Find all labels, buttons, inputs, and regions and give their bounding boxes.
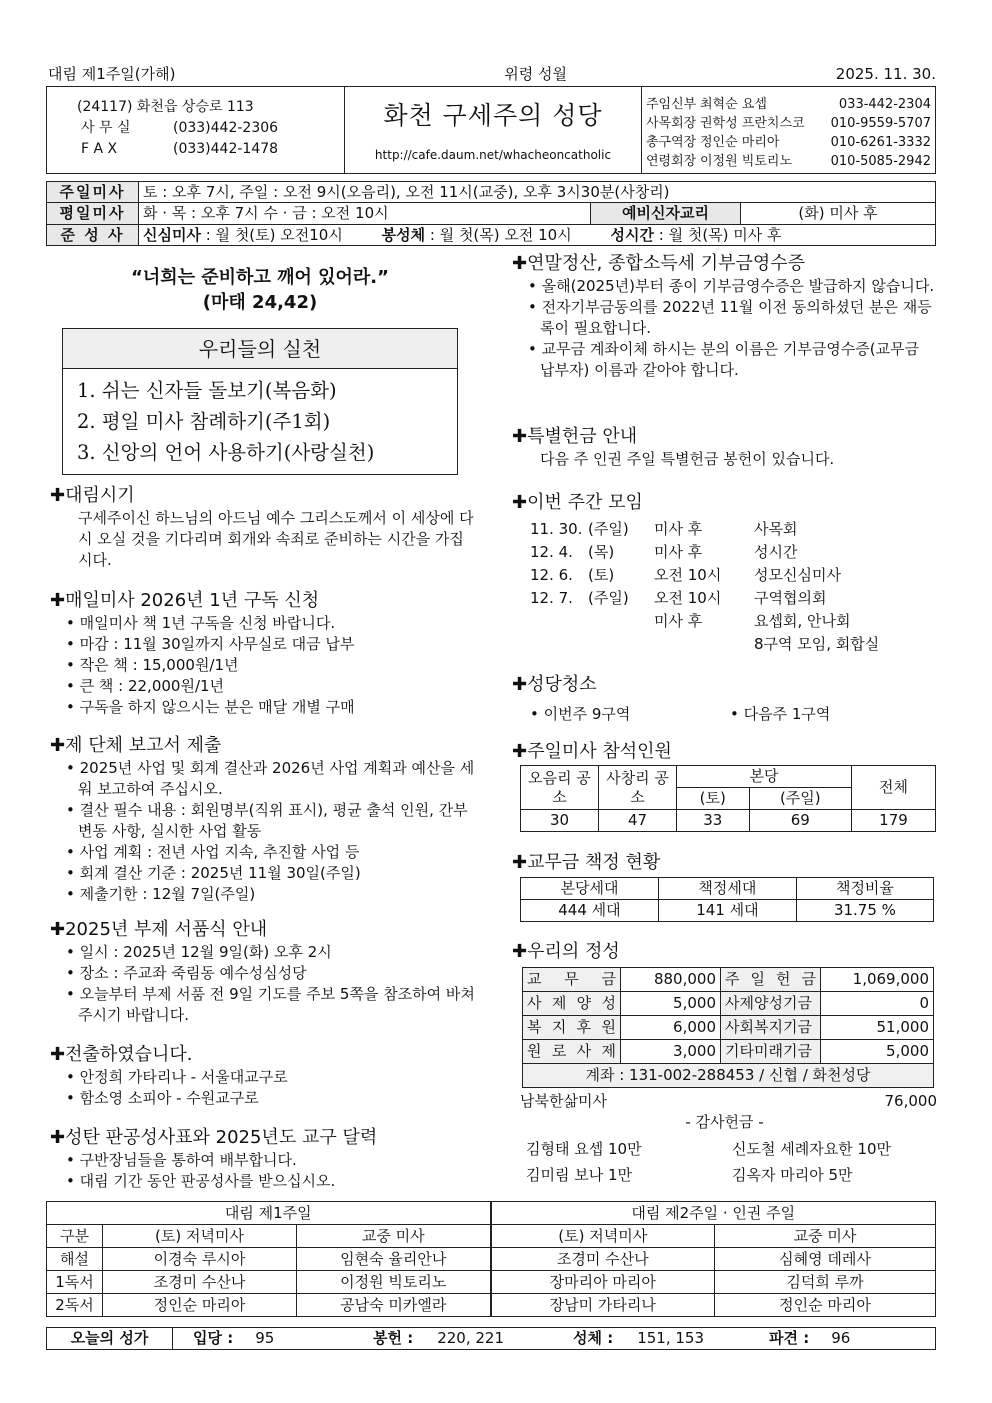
calendar-title: ✚성탄 판공성사표와 2025년도 교구 달력 xyxy=(50,1127,378,1148)
roster-minister: 조경미 수산나 xyxy=(491,1248,715,1271)
report-section xyxy=(50,734,480,905)
meeting-day: (주일) xyxy=(588,520,629,538)
contact-role: 총구역장 xyxy=(646,135,697,150)
practice-item: 2. 평일 미사 참례하기(주1회) xyxy=(77,410,331,433)
meeting-date xyxy=(530,610,588,633)
advent-title: ✚대림시기 xyxy=(50,485,135,506)
attendance-title: ✚주일미사 참석인원 xyxy=(512,741,672,762)
att-h-sachang: 사창리 공소 xyxy=(599,766,677,810)
roster-h-sat: (토) 저녁미사 xyxy=(491,1225,715,1248)
transfer-item: • 함소영 소피아 - 수원교구로 xyxy=(50,1088,480,1109)
meeting-what: 성모신심미사 xyxy=(754,566,841,584)
mass-schedule xyxy=(46,181,936,246)
bank-account: 계좌 : 131-002-288453 / 신협 / 화천성당 xyxy=(523,1064,934,1088)
thanks-donor: 신도철 세례자요한 10만 xyxy=(732,1140,892,1158)
practice-item: 3. 신앙의 언어 사용하기(사랑실천) xyxy=(77,441,375,464)
roster-role: 해설 xyxy=(47,1248,103,1271)
roster-role: 1독서 xyxy=(47,1271,103,1294)
meetings-section xyxy=(512,491,937,656)
missal-item: • 구독을 하지 않으시는 분은 매달 개별 구매 xyxy=(50,697,480,718)
att-v-oeum: 30 xyxy=(521,810,599,832)
contact-tel: 033-442-2304 xyxy=(838,97,931,112)
offer-label: 교 무 금 xyxy=(523,968,621,992)
tax-item: • 전자기부금동의를 2022년 11월 이전 동의하셨던 분은 재등록이 필요합니다. xyxy=(512,297,937,339)
tithe-v1: 444 세대 xyxy=(521,900,659,922)
cleaning-this-week: • 이번주 9구역 xyxy=(530,705,631,723)
roster-h-sat: (토) 저녁미사 xyxy=(103,1225,297,1248)
tax-item: • 올해(2025년)부터 종이 기부금영수증은 발급하지 않습니다. xyxy=(512,276,937,297)
meeting-row xyxy=(530,564,937,587)
liturgical-day: 대림 제1주일(가해) xyxy=(48,65,176,83)
devotion-mass-time: : 월 첫(토) 오전10시 xyxy=(200,225,343,244)
masthead xyxy=(46,86,936,174)
contact-row xyxy=(646,133,931,152)
tithe-title: ✚교무금 책정 현황 xyxy=(512,852,661,873)
sunday-mass-label: 주일미사 xyxy=(47,182,139,203)
holy-hour-label: 성시간 xyxy=(610,225,654,244)
entrance-label: 입당 : xyxy=(193,1329,234,1347)
fax-tel: (033)442-1478 xyxy=(173,141,279,157)
month-theme: 위령 성월 xyxy=(504,65,567,83)
offer-value: 5,000 xyxy=(621,992,721,1016)
missal-item: • 작은 책 : 15,000원/1년 xyxy=(50,655,480,676)
meeting-what: 성시간 xyxy=(754,543,798,561)
nk-value: 76,000 xyxy=(884,1092,937,1110)
offer-label: 복 지 후 원 xyxy=(523,1016,621,1040)
holy-hour-time: : 월 첫(목) 미사 후 xyxy=(654,225,782,244)
practice-title: 우리들의 실천 xyxy=(63,329,457,369)
att-v-sat: 33 xyxy=(677,810,750,832)
offer-value: 880,000 xyxy=(621,968,721,992)
meetings-title: ✚이번 주간 모임 xyxy=(512,492,643,513)
tax-item: • 교무금 계좌이체 하시는 분의 이름은 기부금영수증(교무금 납부자) 이름과 같아야 합니다. xyxy=(512,339,937,381)
att-h-total: 전체 xyxy=(852,766,936,810)
offertory-label: 봉헌 : xyxy=(373,1329,414,1347)
contact-tel: 010-9559-5707 xyxy=(830,116,931,131)
communion-hymn: 151, 153 xyxy=(637,1329,704,1347)
special-offering-section xyxy=(512,425,937,470)
report-item: • 회계 결산 기준 : 2025년 11월 30일(주일) xyxy=(50,863,480,884)
att-v-sachang: 47 xyxy=(599,810,677,832)
meeting-day: (목) xyxy=(588,543,615,561)
meeting-row xyxy=(530,518,937,541)
meeting-date: 11. 30. xyxy=(530,520,583,538)
meeting-row xyxy=(530,610,937,633)
roster-minister: 이경숙 루시아 xyxy=(103,1248,297,1271)
report-item: • 2025년 사업 및 회계 결산과 2026년 사업 계획과 예산을 세워 보고하여 주십시오. xyxy=(50,758,480,800)
roster-minister: 이정원 빅토리노 xyxy=(297,1271,491,1294)
dismissal-label: 파견 : xyxy=(769,1329,810,1347)
offer-label: 사 제 양 성 xyxy=(523,992,621,1016)
att-h-sun: (주일) xyxy=(749,788,851,810)
contact-list xyxy=(642,87,935,173)
missal-title: ✚매일미사 2026년 1년 구독 신청 xyxy=(50,590,320,611)
meeting-date: 12. 6. xyxy=(530,566,573,584)
offertory-hymn: 220, 221 xyxy=(437,1329,504,1347)
entrance-hymn: 95 xyxy=(255,1329,275,1347)
fax-label: F A X xyxy=(81,141,118,157)
contact-role: 연령회장 xyxy=(646,154,697,169)
tithe-h1: 본당세대 xyxy=(521,878,659,900)
att-v-sun: 69 xyxy=(749,810,851,832)
contact-name: 최혁순 요셉 xyxy=(700,97,767,112)
cleaning-title: ✚성당청소 xyxy=(512,674,597,695)
roster-h-role: 구분 xyxy=(47,1225,103,1248)
catechumen-time: (화) 미사 후 xyxy=(741,203,936,224)
roster-week1: 대림 제1주일 xyxy=(47,1202,491,1225)
contact-role: 사목회장 xyxy=(646,116,697,131)
meeting-time: 미사 후 xyxy=(654,520,703,538)
report-item: • 사업 계획 : 전년 사업 지속, 추진할 사업 등 xyxy=(50,842,480,863)
contact-row xyxy=(646,114,931,133)
deacon-title: ✚2025년 부제 서품식 안내 xyxy=(50,919,268,940)
sunday-mass-times: 토 : 오후 7시, 주일 : 오전 9시(오음리), 오전 11시(교중), 오후 3시30분(사창리) xyxy=(139,182,936,203)
thanks-donor: 김옥자 마리아 5만 xyxy=(732,1166,853,1184)
transfer-section xyxy=(50,1043,480,1109)
offer-value: 5,000 xyxy=(821,1040,934,1064)
tithe-h2: 책정세대 xyxy=(658,878,796,900)
advent-section xyxy=(50,484,480,571)
meeting-date: 12. 7. xyxy=(530,589,573,607)
office-tel: (033)442-2306 xyxy=(173,120,279,136)
thanks-donor: 김미림 보나 1만 xyxy=(526,1166,633,1184)
offer-label: 원 로 사 제 xyxy=(523,1040,621,1064)
offer-value: 51,000 xyxy=(821,1016,934,1040)
offer-label: 사회복지기금 xyxy=(721,1016,821,1040)
report-item: • 결산 필수 내용 : 회원명부(직위 표시), 평균 출석 인원, 간부 변동 사항, 실시한 사업 활동 xyxy=(50,800,480,842)
calendar-section xyxy=(50,1126,490,1192)
contact-row xyxy=(646,95,931,114)
roster-week2: 대림 제2주일 · 인권 주일 xyxy=(491,1202,936,1225)
meeting-time: 오전 10시 xyxy=(654,566,722,584)
att-h-main: 본당 xyxy=(677,766,852,788)
home-communion-label: 봉성체 xyxy=(381,225,426,244)
contact-role: 주임신부 xyxy=(646,97,697,112)
meeting-time: 오전 10시 xyxy=(654,589,722,607)
special-title: ✚특별헌금 안내 xyxy=(512,426,638,447)
offering-table xyxy=(522,967,934,1088)
practice-box xyxy=(62,328,458,475)
meeting-date: 12. 4. xyxy=(530,543,573,561)
contact-name: 권학성 프란치스코 xyxy=(700,116,805,131)
meeting-what: 8구역 모임, 회합실 xyxy=(754,635,880,653)
tithe-table xyxy=(520,877,934,922)
meeting-row xyxy=(530,633,937,656)
missal-item: • 마감 : 11월 30일까지 사무실로 대금 납부 xyxy=(50,634,480,655)
communion-label: 성체 : xyxy=(573,1329,614,1347)
meeting-day: (주일) xyxy=(588,589,629,607)
meeting-day: (토) xyxy=(588,566,615,584)
offer-value: 1,069,000 xyxy=(821,968,934,992)
meeting-time xyxy=(654,633,754,656)
thanks-donor: 김형태 요셉 10만 xyxy=(526,1140,642,1158)
dismissal-hymn: 96 xyxy=(831,1329,851,1347)
contact-name: 정인순 마리아 xyxy=(700,135,780,150)
roster-minister: 김덕희 루까 xyxy=(715,1271,936,1294)
transfer-item: • 안정희 가타리나 - 서울대교구로 xyxy=(50,1067,480,1088)
meeting-day xyxy=(588,633,654,656)
parish-name: 화천 구세주의 성당 xyxy=(383,101,603,130)
report-title: ✚제 단체 보고서 제출 xyxy=(50,735,222,756)
meeting-time: 미사 후 xyxy=(654,612,703,630)
meeting-date xyxy=(530,633,588,656)
catechumen-label: 예비신자교리 xyxy=(591,203,741,224)
office-label: 사 무 실 xyxy=(81,120,131,136)
thanks-title: - 감사헌금 - xyxy=(685,1113,764,1131)
meeting-time: 미사 후 xyxy=(654,543,703,561)
tax-section xyxy=(512,252,937,381)
cleaning-section xyxy=(512,673,937,726)
offer-value: 6,000 xyxy=(621,1016,721,1040)
meeting-what: 구역협의회 xyxy=(754,589,827,607)
deacon-section xyxy=(50,918,480,1026)
missal-item: • 매일미사 책 1년 구독을 신청 바랍니다. xyxy=(50,613,480,634)
nk-label: 남북한삶미사 xyxy=(520,1092,607,1110)
calendar-item: • 대림 기간 동안 판공성사를 받으십시오. xyxy=(50,1171,490,1192)
quote-text: “너희는 준비하고 깨어 있어라.” xyxy=(131,267,389,288)
roster-minister: 공남숙 미카엘라 xyxy=(297,1294,491,1317)
contact-name: 이정원 빅토리노 xyxy=(700,154,793,169)
special-text: 다음 주 인권 주일 특별헌금 봉헌이 있습니다. xyxy=(540,450,835,468)
roster-minister: 심혜영 데레사 xyxy=(715,1248,936,1271)
meeting-what: 사목회 xyxy=(754,520,798,538)
offer-label: 주 일 헌 금 xyxy=(721,968,821,992)
contact-tel: 010-5085-2942 xyxy=(830,154,931,169)
weekday-mass-times: 화 · 목 : 오후 7시 수 · 금 : 오전 10시 xyxy=(139,203,591,224)
tithe-section xyxy=(512,851,937,922)
tithe-h3: 책정비율 xyxy=(796,878,933,900)
offer-label: 기타미래기금 xyxy=(721,1040,821,1064)
report-item: • 제출기한 : 12월 7일(주일) xyxy=(50,884,480,905)
tithe-v2: 141 세대 xyxy=(658,900,796,922)
top-line xyxy=(48,64,936,84)
devotion-mass-label: 신심미사 xyxy=(143,225,201,244)
offer-label: 사제양성기금 xyxy=(721,992,821,1016)
hymn-label: 오늘의 성가 xyxy=(47,1328,173,1349)
att-h-oeum: 오음리 공소 xyxy=(521,766,599,810)
meeting-row xyxy=(530,587,937,610)
meeting-row xyxy=(530,541,937,564)
weekday-mass-label: 평일미사 xyxy=(47,203,139,224)
missal-section xyxy=(50,589,480,718)
meeting-day xyxy=(588,610,654,633)
attendance-table xyxy=(520,765,936,832)
transfer-title: ✚전출하였습니다. xyxy=(50,1044,193,1065)
contact-tel: 010-6261-3332 xyxy=(830,135,931,150)
attendance-section xyxy=(512,740,937,832)
offering-title: ✚우리의 정성 xyxy=(512,941,620,962)
roster-minister: 장마리아 마리아 xyxy=(491,1271,715,1294)
tithe-v3: 31.75 % xyxy=(796,900,933,922)
offer-value: 3,000 xyxy=(621,1040,721,1064)
advent-text: 구세주이신 하느님의 아드님 예수 그리스도께서 이 세상에 다시 오실 것을 기다리며 회개와 속죄로 준비하는 시간을 가집시다. xyxy=(78,509,474,569)
address: (24117) 화천읍 상승로 113 xyxy=(77,99,254,115)
practice-item: 1. 쉬는 신자들 돌보기(복음화) xyxy=(77,379,337,402)
roster-minister: 정인순 마리아 xyxy=(103,1294,297,1317)
offer-value: 0 xyxy=(821,992,934,1016)
deacon-item: • 일시 : 2025년 12월 9일(화) 오후 2시 xyxy=(50,942,480,963)
sacrament-times xyxy=(139,224,936,245)
roster-minister: 장남미 가타리나 xyxy=(491,1294,715,1317)
office-info xyxy=(47,87,345,173)
offering-section xyxy=(512,940,937,1188)
tax-title: ✚연말정산, 종합소득세 기부금영수증 xyxy=(512,253,806,274)
ministry-roster xyxy=(46,1201,936,1317)
deacon-item: • 장소 : 주교좌 죽림동 예수성심성당 xyxy=(50,963,480,984)
quote-reference: (마태 24,42) xyxy=(202,292,318,313)
att-v-total: 179 xyxy=(852,810,936,832)
roster-h-main: 교중 미사 xyxy=(715,1225,936,1248)
contact-row xyxy=(646,152,931,171)
sacrament-label: 준 성 사 xyxy=(47,224,139,245)
roster-role: 2독서 xyxy=(47,1294,103,1317)
cafe-url[interactable]: http://cafe.daum.net/whacheoncatholic xyxy=(374,147,612,162)
cleaning-next-week: • 다음주 1구역 xyxy=(730,705,831,723)
home-communion-time: : 월 첫(목) 오전 10시 xyxy=(425,225,572,244)
deacon-item: • 오늘부터 부제 서품 전 9일 기도를 주보 5쪽을 참조하여 바쳐주시기 바랍니다. xyxy=(50,984,480,1026)
hymn-footer xyxy=(46,1327,936,1350)
meeting-what: 요셉회, 안나회 xyxy=(754,612,851,630)
weekly-quote xyxy=(60,265,460,315)
roster-minister: 조경미 수산나 xyxy=(103,1271,297,1294)
roster-h-main: 교중 미사 xyxy=(297,1225,491,1248)
roster-minister: 정인순 마리아 xyxy=(715,1294,936,1317)
att-h-sat: (토) xyxy=(677,788,750,810)
calendar-item: • 구반장님들을 통하여 배부합니다. xyxy=(50,1150,490,1171)
issue-date: 2025. 11. 30. xyxy=(835,65,936,83)
roster-minister: 임현숙 율리안나 xyxy=(297,1248,491,1271)
missal-item: • 큰 책 : 22,000원/1년 xyxy=(50,676,480,697)
